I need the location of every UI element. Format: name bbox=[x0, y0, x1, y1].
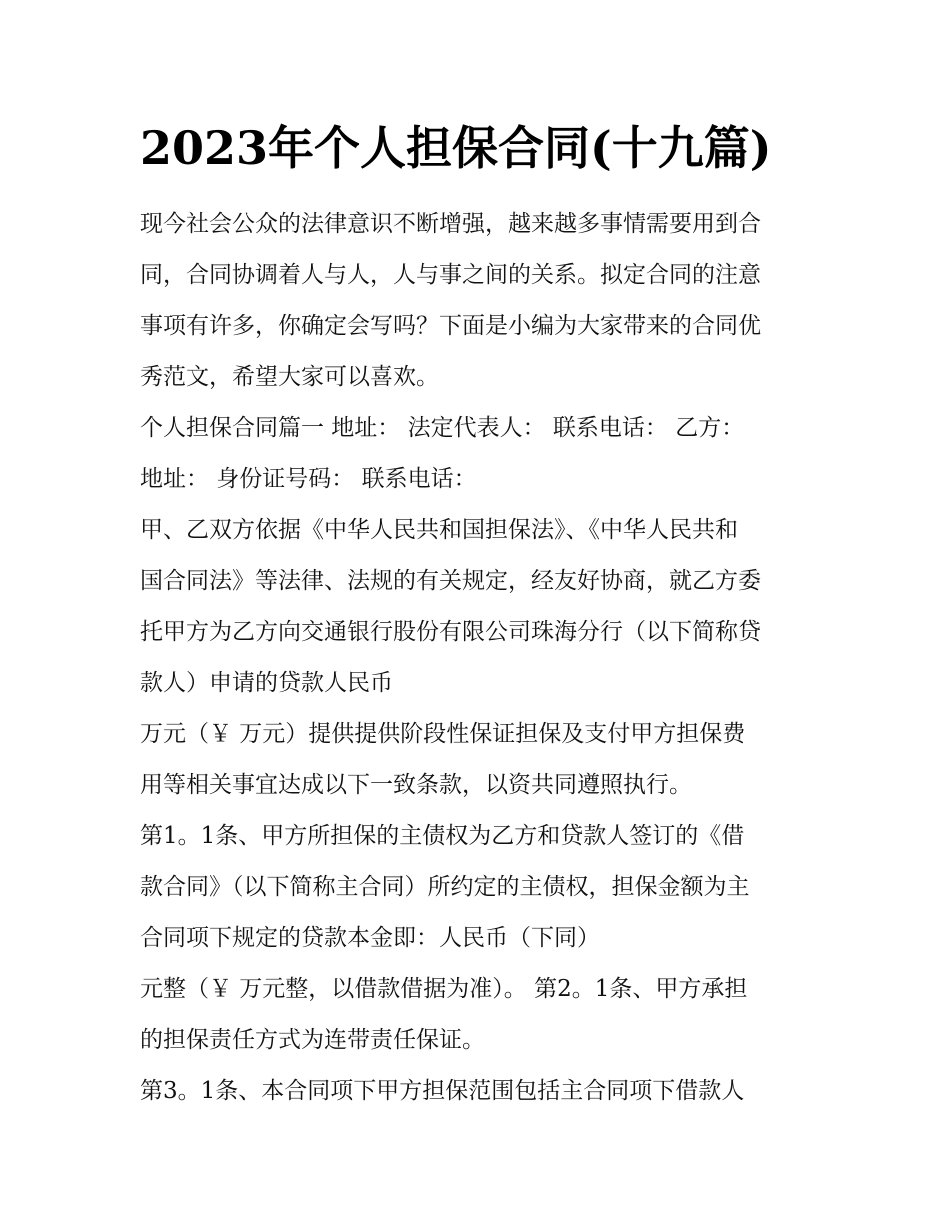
text-line: 第1。1条、甲方所担保的主债权为乙方和贷款人签订的《借 bbox=[140, 823, 745, 849]
text-line: 同，合同协调着人与人，人与事之间的关系。拟定合同的注意 bbox=[140, 262, 761, 288]
text-line: 万元（￥ 万元）提供提供阶段性保证担保及支付甲方担保费 bbox=[140, 721, 746, 747]
text-line: 元整（￥ 万元整，以借款借据为准）。 第2。1条、甲方承担 bbox=[140, 976, 748, 1002]
text-line: 秀范文，希望大家可以喜欢。 bbox=[140, 364, 439, 390]
text-line: 地址： 身份证号码： 联系电话： bbox=[140, 466, 477, 492]
text-line: 用等相关事宜达成以下一致条款，以资共同遵照执行。 bbox=[140, 772, 692, 798]
document-body bbox=[140, 199, 820, 1117]
text-line: 合同项下规定的贷款本金即：人民币（下同） bbox=[140, 925, 600, 951]
document-title: 2023年个人担保合同(十九篇) bbox=[140, 121, 772, 175]
text-line: 事项有许多，你确定会写吗？下面是小编为大家带来的合同优 bbox=[140, 313, 761, 339]
text-line: 现今社会公众的法律意识不断增强，越来越多事情需要用到合 bbox=[140, 211, 761, 237]
text-line: 托甲方为乙方向交通银行股份有限公司珠海分行（以下简称贷 bbox=[140, 619, 761, 645]
text-line: 个人担保合同篇一 地址： 法定代表人： 联系电话： 乙方： bbox=[140, 415, 745, 441]
text-line: 甲、乙双方依据《中华人民共和国担保法》、《中华人民共和 bbox=[140, 517, 738, 543]
text-line: 国合同法》等法律、法规的有关规定，经友好协商，就乙方委 bbox=[140, 568, 761, 594]
text-line: 第3。1条、本合同项下甲方担保范围包括主合同项下借款人 bbox=[140, 1078, 745, 1104]
text-line: 款合同》（以下简称主合同）所约定的主债权，担保金额为主 bbox=[140, 874, 750, 900]
text-line: 的担保责任方式为连带责任保证。 bbox=[140, 1027, 485, 1053]
text-line: 款人）申请的贷款人民币 bbox=[140, 670, 393, 696]
